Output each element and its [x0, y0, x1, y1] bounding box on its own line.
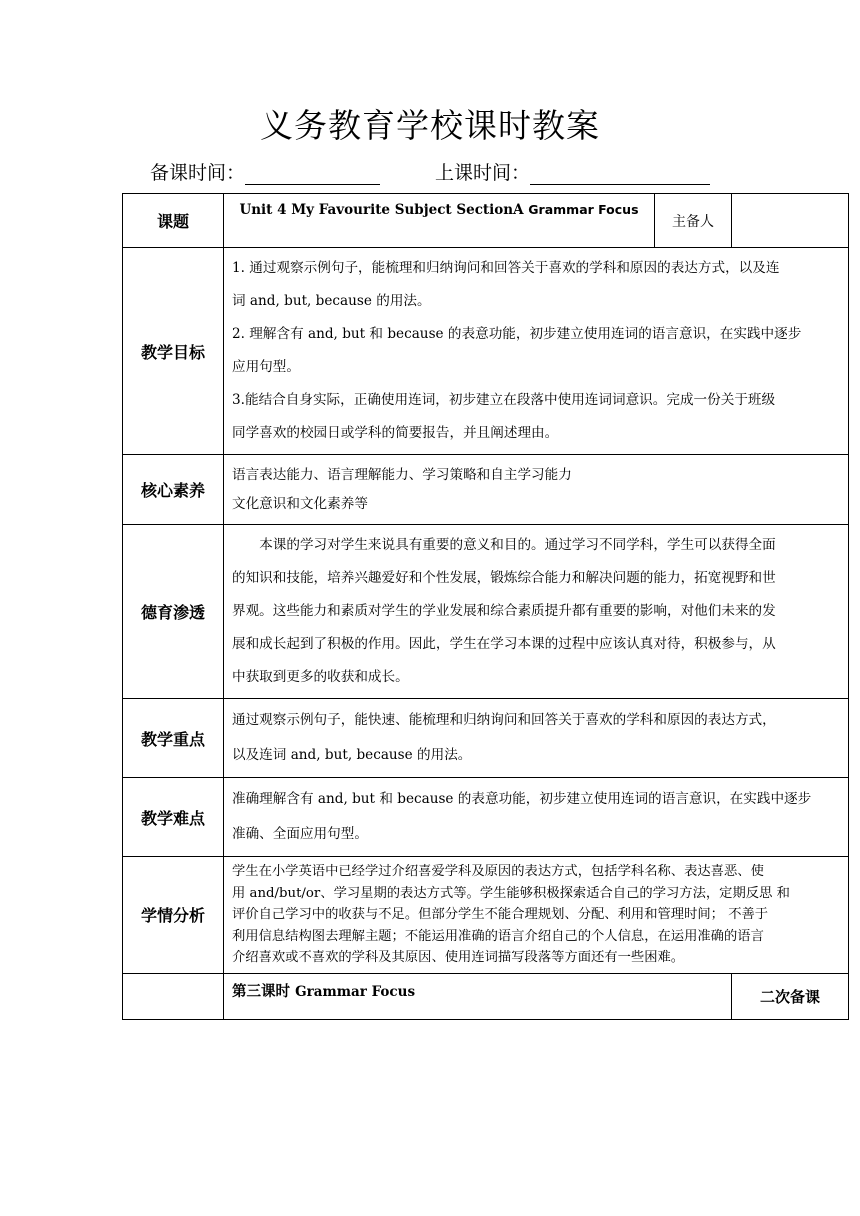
- topic-value-main: Unit 4 My Favourite Subject SectionA: [239, 202, 524, 218]
- literacy-line: 文化意识和文化素养等: [232, 495, 368, 512]
- literacy-content: [224, 455, 849, 525]
- objectives-content: [224, 248, 849, 455]
- difficulties-line: 准确、全面应用句型。: [232, 826, 368, 842]
- row-objectives: [123, 248, 849, 455]
- analysis-label: 学情分析: [123, 857, 224, 974]
- key-points-label: 教学重点: [123, 699, 224, 778]
- analysis-line: 介绍喜欢或不喜欢的学科及其原因、使用连词描写段落等方面还有一些困难。: [232, 950, 685, 965]
- analysis-line: 学生在小学英语中已经学过介绍喜爱学科及原因的表达方式，包括学科名称、表达喜恶、使: [232, 864, 764, 879]
- objectives-line: 同学喜欢的校园日或学科的简要报告，并且阐述理由。: [232, 425, 559, 441]
- moral-line: 展和成长起到了积极的作用。因此，学生在学习本课的过程中应该认真对待，积极参与，从: [232, 636, 776, 652]
- row-literacy: [123, 455, 849, 525]
- row-difficulties: [123, 778, 849, 857]
- topic-label: 课题: [123, 194, 224, 248]
- objectives-label: 教学目标: [123, 248, 224, 455]
- moral-label: 德育渗透: [123, 525, 224, 699]
- row-key-points: [123, 699, 849, 778]
- lesson-title-en: Grammar Focus: [295, 983, 416, 1000]
- class-time-field: [435, 158, 710, 185]
- row-lesson: [123, 973, 849, 1019]
- row-topic: [123, 194, 849, 248]
- difficulties-line: 准确理解含有 and, but 和 because 的表意功能，初步建立使用连词的语言意识，在实践中逐步: [232, 791, 812, 807]
- analysis-line: 用 and/but/or、学习星期的表达方式等。学生能够积极探索适合自己的学习方法，定期反思 和: [232, 885, 790, 901]
- moral-line: 中获取到更多的收获和成长。: [232, 669, 409, 685]
- moral-content: [224, 525, 849, 699]
- analysis-line: 利用信息结构图去理解主题；不能运用准确的语言介绍自己的个人信息，在运用准确的语言: [232, 928, 764, 944]
- second-prep-label: 二次备课: [732, 973, 849, 1019]
- key-points-line: 通过观察示例句子，能快速、能梳理和归纳询问和回答关于喜欢的学科和原因的表达方式，: [232, 712, 776, 728]
- lesson-label: [123, 973, 224, 1019]
- key-points-content: [224, 699, 849, 778]
- lesson-title-cn: 第三课时: [232, 983, 290, 1000]
- difficulties-content: [224, 778, 849, 857]
- objectives-line: 2. 理解含有 and, but 和 because 的表意功能，初步建立使用连词的语言意识，在实践中逐步: [232, 326, 802, 342]
- host-value: [732, 194, 849, 248]
- topic-value: [224, 194, 655, 248]
- row-analysis: [123, 857, 849, 974]
- moral-line: 界观。这些能力和素质对学生的学业发展和综合素质提升都有重要的影响，对他们未来的发: [232, 603, 776, 619]
- lesson-plan-table: [122, 193, 849, 1020]
- prep-time-field: [150, 158, 380, 185]
- objectives-line: 1. 通过观察示例句子，能梳理和归纳询问和回答关于喜欢的学科和原因的表达方式，以及连: [232, 260, 780, 276]
- class-time-label: 上课时间：: [435, 162, 531, 184]
- prep-time-label: 备课时间：: [150, 162, 246, 184]
- topic-value-tail: Grammar Focus: [528, 202, 639, 217]
- analysis-content: [224, 857, 849, 974]
- difficulties-label: 教学难点: [123, 778, 224, 857]
- moral-line: 本课的学习对学生来说具有重要的意义和目的。通过学习不同学科，学生可以获得全面: [259, 537, 776, 553]
- lesson-title: [224, 973, 732, 1019]
- literacy-label: 核心素养: [123, 455, 224, 525]
- analysis-line: 评价自己学习中的收获与不足。但部分学生不能合理规划、分配、利用和管理时间； 不善于: [232, 907, 769, 922]
- host-label: 主备人: [655, 194, 732, 248]
- class-time-blank: [530, 162, 710, 185]
- prep-time-blank: [245, 162, 380, 185]
- objectives-line: 3.能结合自身实际，正确使用连词，初步建立在段落中使用连词词意识。完成一份关于班级: [232, 392, 776, 408]
- objectives-line: 应用句型。: [232, 359, 300, 375]
- literacy-line: 语言表达能力、语言理解能力、学习策略和自主学习能力: [232, 466, 572, 483]
- moral-line: 的知识和技能，培养兴趣爱好和个性发展，锻炼综合能力和解决问题的能力，拓宽视野和世: [232, 570, 776, 586]
- row-moral: [123, 525, 849, 699]
- key-points-line: 以及连词 and, but, because 的用法。: [232, 747, 472, 763]
- document-title: 义务教育学校课时教案: [260, 106, 600, 145]
- objectives-line: 词 and, but, because 的用法。: [232, 293, 431, 309]
